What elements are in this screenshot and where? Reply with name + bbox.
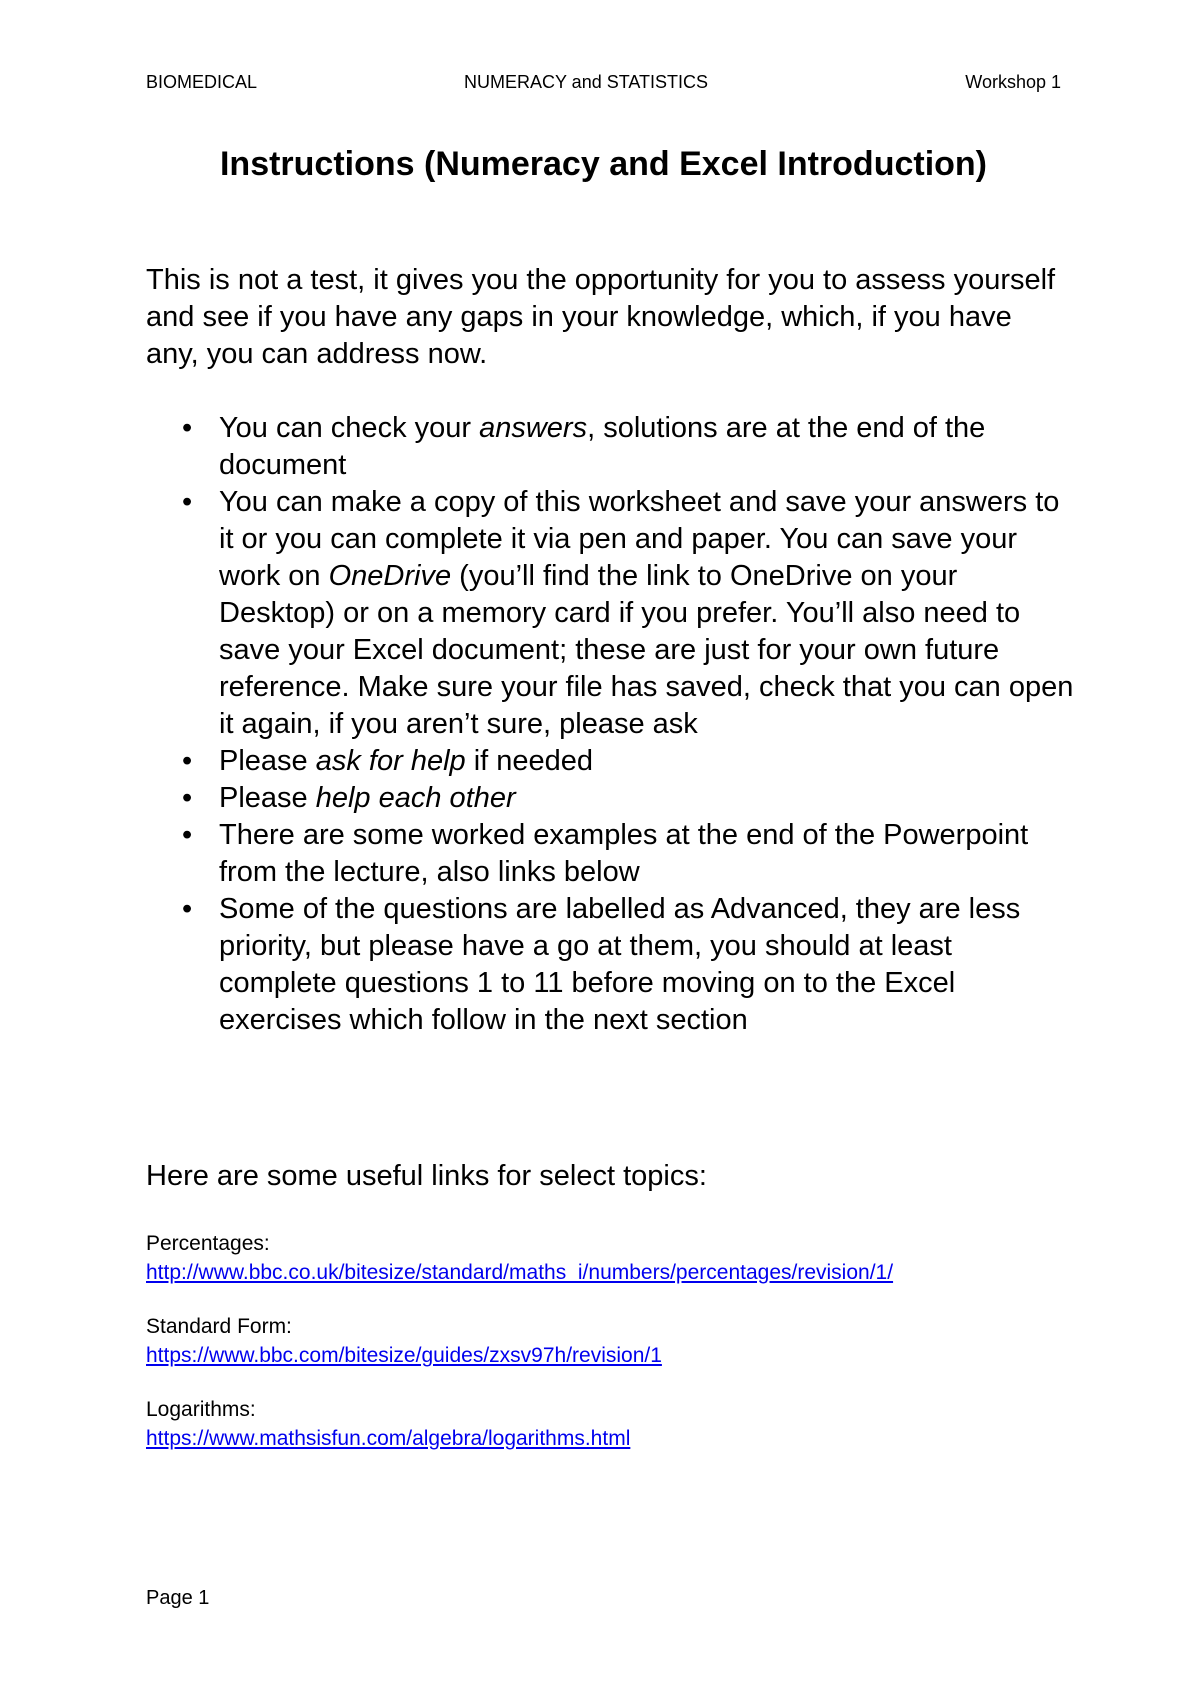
link-label: Standard Form: bbox=[146, 1315, 292, 1338]
link-label: Logarithms: bbox=[146, 1398, 256, 1421]
intro-paragraph: This is not a test, it gives you the opportunity for you to assess yourself and see if you have any gaps in your knowledge, which, if you have any, you can address now. bbox=[146, 264, 1056, 370]
header-left: BIOMEDICAL bbox=[146, 72, 258, 92]
logarithms-link[interactable]: https://www.mathsisfun.com/algebra/logarithms.html bbox=[146, 1427, 631, 1450]
bullet-icon: • bbox=[182, 412, 193, 444]
list-item: • There are some worked examples at the end of the Powerpoint from the lecture, also links below bbox=[182, 819, 1029, 888]
page-header bbox=[146, 72, 1061, 96]
bullet-icon: • bbox=[182, 782, 193, 814]
header-center: NUMERACY and STATISTICS bbox=[464, 72, 709, 92]
instruction-list bbox=[146, 410, 1076, 1039]
list-item: • You can check your answers, solutions are at the end of the document bbox=[182, 412, 986, 481]
link-block-percentages bbox=[146, 1229, 893, 1287]
list-item: • Please ask for help if needed bbox=[146, 743, 1076, 780]
bullet-icon: • bbox=[182, 486, 193, 518]
list-item: • Please help each other bbox=[146, 780, 1076, 817]
percentages-link[interactable]: http://www.bbc.co.uk/bitesize/standard/maths_i/numbers/percentages/revision/1/ bbox=[146, 1261, 894, 1284]
bullet-icon: • bbox=[182, 819, 193, 851]
list-item: • You can make a copy of this worksheet and save your answers to it or you can complete it via pen and paper. You can save your work on OneDrive (you’ll find the link to OneDrive on your Desktop) or on a memory card if you prefer. You’ll also need to save your Excel document; these are just for your own future reference. Make sure your file has saved, check that you can open it again, if you aren’t sure, please ask bbox=[182, 486, 1074, 740]
page-number: Page 1 bbox=[146, 1587, 210, 1609]
links-heading: Here are some useful links for select topics: bbox=[146, 1160, 707, 1192]
standard-form-link[interactable]: https://www.bbc.com/bitesize/guides/zxsv97h/revision/1 bbox=[146, 1344, 662, 1367]
link-block-standard-form bbox=[146, 1312, 662, 1370]
link-label: Percentages: bbox=[146, 1232, 270, 1255]
list-item: • Some of the questions are labelled as Advanced, they are less priority, but please have a go at them, you should at least complete questions 1 to 11 before moving on to the Excel exercises which follow in the next section bbox=[182, 893, 1021, 1036]
bullet-icon: • bbox=[182, 745, 193, 777]
bullet-icon: • bbox=[182, 893, 193, 925]
header-right: Workshop 1 bbox=[965, 72, 1061, 92]
page-title: Instructions (Numeracy and Excel Introduction) bbox=[219, 145, 987, 183]
link-block-logarithms bbox=[146, 1395, 630, 1453]
